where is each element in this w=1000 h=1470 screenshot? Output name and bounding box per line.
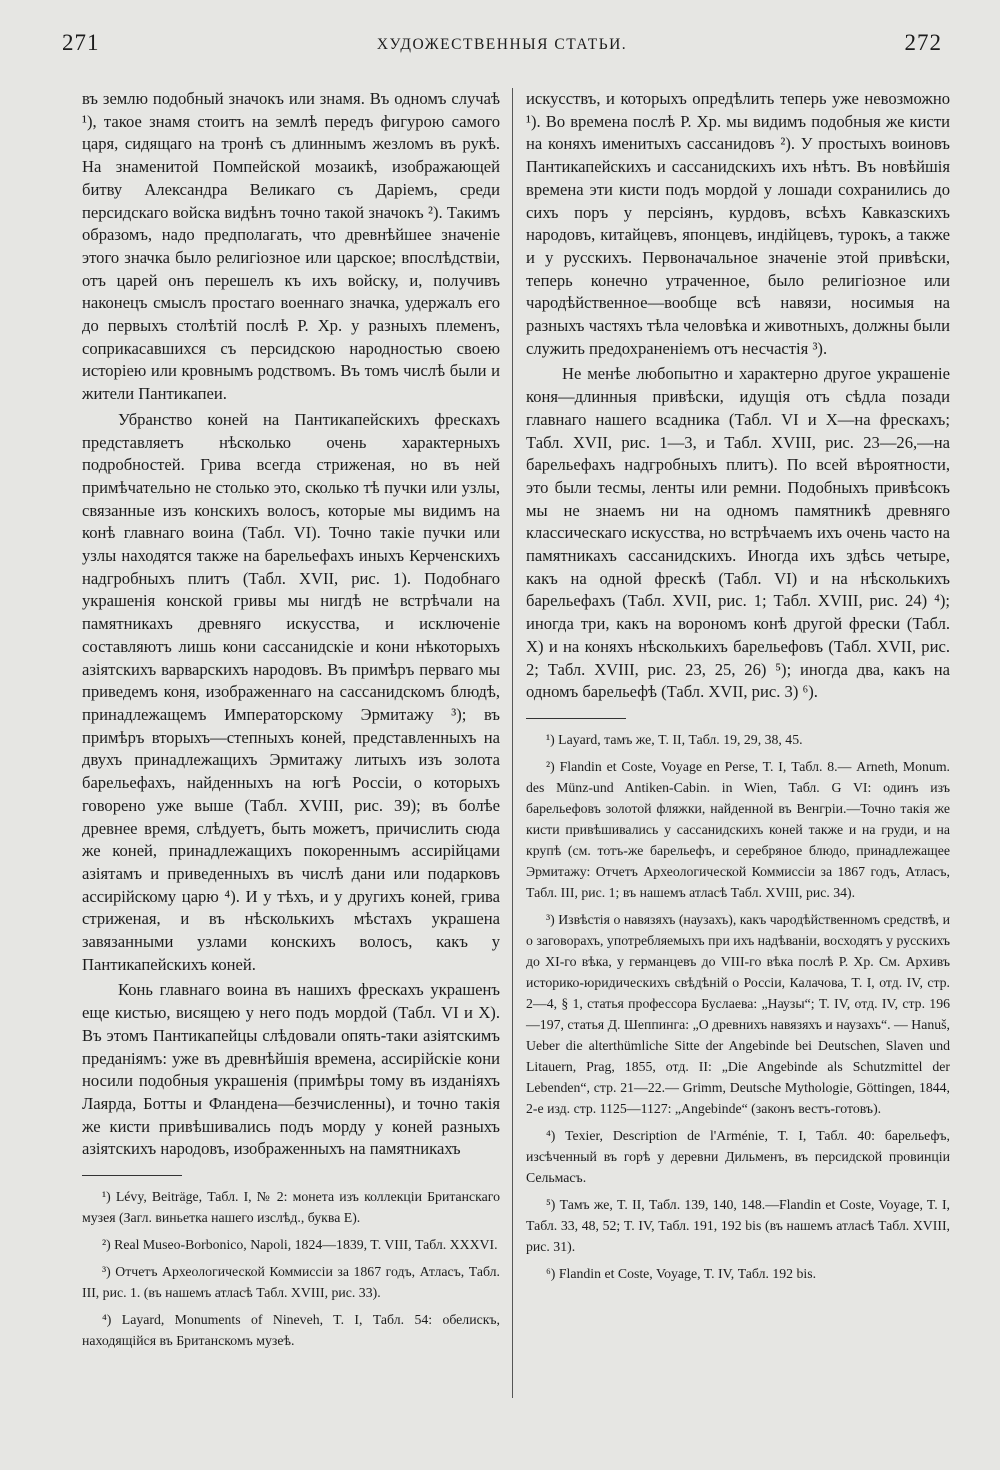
right-column	[526, 88, 950, 1290]
footnote: ¹) Layard, тамъ же, T. II, Табл. 19, 29, 38, 45.	[546, 731, 803, 747]
footnote: ²) Flandin et Coste, Voyage en Perse, T. I, Табл. 8.— Arneth, Monum. des Münz-und Antiken-Cabin. in Wien, Табл. G VI: одинъ изъ барельефовъ золотой фляжки, найденной въ Венгріи.—Точно такія же кисти привѣшивались у сассанидскихъ коней также и на груди, и на крупѣ (см. тотъ-же барельефъ, и серебряное блюдо, принадлежащее Эрмитажу: Отчетъ Археологической Коммиссіи за 1867 годъ, Атласъ, Табл. III, рис. 1; въ нашемъ атласѣ Табл. XVIII, рис. 34).	[526, 758, 950, 900]
body-paragraph: искусствъ, и которыхъ опредѣлить теперь уже невозможно ¹). Во времена послѣ Р. Хр. мы видимъ подобныя же кисти на коняхъ именитыхъ сассанидовъ ²). У простыхъ воиновъ Пантикапейскихъ и сассанидскихъ ихъ нѣтъ. Въ новѣйшія времена эти кисти подъ мордой у лошади сохранились до сихъ поръ у персіянъ, курдовъ, всѣхъ Кавказскихъ народовъ, китайцевъ, японцевъ, индійцевъ, турокъ, а также и у русскихъ. Первоначальное значеніе этой привѣски, теперь конечно утраченное, было религіозное или чародѣйственное—вообще всѣ навязи, носимыя на разныхъ частяхъ тѣла человѣка и животныхъ, должны были служить предохраненіемъ отъ несчастія ³).	[526, 89, 950, 358]
body-paragraph: въ землю подобный значокъ или знамя. Въ одномъ случаѣ ¹), такое знамя стоитъ на землѣ передъ фигурою самого царя, сидящаго на тронѣ съ длиннымъ жезломъ въ рукѣ. На знаменитой Помпейской мозаикѣ, изображающей битву Александра Великаго съ Даріемъ, среди персидскаго войска видѣнъ точно такой значокъ ²). Такимъ образомъ, надо предполагать, что древнѣйшее значеніе этого значка было религіозное или царское; впослѣдствіи, отъ царей онъ перешелъ къ ихъ войску, и, получивъ наконецъ смыслъ простаго военнаго значка, удержалъ его до первыхъ столѣтій послѣ Р. Хр. у разныхъ племенъ, соприкасавшихся съ персидскою народностью своею исторіею или кровнымъ родствомъ. Въ томъ числѣ были и жители Пантикапеи.	[82, 89, 500, 404]
body-paragraph: Убранство коней на Пантикапейскихъ фрескахъ представляетъ нѣсколько очень характерныхъ подробностей. Грива всегда стриженая, но въ ней примѣчательно не столько это, сколько тѣ пучки или узлы, связанные изъ конскихъ волосъ, которые мы видимъ на конѣ главнаго воина (Табл. VI). Точно такіе пучки или узлы находятся также на барельефахъ иныхъ Керченскихъ надгробныхъ плитъ (Табл. XVII, рис. 1). Подобнаго украшенія конской гривы мы нигдѣ не встрѣчали на памятникахъ древняго искусства, и исключеніе составляютъ лишь кони сассанидскіе и кони нѣкоторыхъ азіятскихъ варварскихъ народовъ. Въ примѣръ перваго мы приведемъ коня, изображеннаго на сассанидскомъ блюдѣ, принадлежащемъ Императорскому Эрмитажу ³); въ примѣръ вторыхъ—степныхъ коней, представленныхъ на двухъ принадлежащихъ Эрмитажу литыхъ изъ золота барельефахъ, найденныхъ на югѣ Россіи, о которыхъ говорено уже выше (Табл. XVIII, рис. 39); въ болѣе древнее время, слѣдуетъ, быть можетъ, причислить сюда же коней, принадлежащихъ покореннымъ ассирійцами азіятамъ и приведенныхъ въ числѣ дани или подарковъ ассирійскому царю ⁴). И у тѣхъ, и у другихъ коней, грива стриженая, и въ нѣсколькихъ мѣстахъ украшена завязанными узлами конскихъ волосъ, какъ у Пантикапейскихъ коней.	[82, 409, 500, 974]
footnote: ²) Real Museo-Borbonico, Napoli, 1824—1839, T. VIII, Табл. XXXVI.	[102, 1237, 498, 1253]
footnote-separator	[526, 718, 626, 719]
left-column	[82, 88, 500, 1357]
footnote-separator	[82, 1175, 182, 1176]
footnote: ³) Извѣстія о навязяхъ (наузахъ), какъ чародѣйственномъ средствѣ, и о заговорахъ, употребляемыхъ при ихъ надѣваніи, восходятъ у русскихъ до XI-го вѣка, у германцевъ до VIII-го вѣка послѣ Р. Хр. См. Архивъ историко-юридическихъ свѣдѣній о Россіи, Калачова, T. I, отд. IV, стр. 2—4, § 1, статья профессора Буслаева: „Наузы“; T. IV, отд. IV, стр. 196—197, статья Д. Шеппинга: „О древнихъ навязяхъ и наузахъ“. — Hanuš, Ueber die alterthümliche Sitte der Angebinde bei Deutschen, Slaven und Litauern, Prag, 1855, отд. II: „Die Angebinde als Schutzmittel der Lebenden“, стр. 21—22.— Grimm, Deutsche Mythologie, Göttingen, 1844, 2-е изд. стр. 1125—1127: „Angebinde“ (законъ вестъ-готовъ).	[526, 911, 950, 1116]
running-header	[62, 30, 942, 66]
column-divider	[512, 88, 513, 1398]
page-number-right: 272	[904, 30, 942, 55]
body-paragraph: Не менѣе любопытно и характерно другое украшеніе коня—длинныя привѣски, идущія отъ сѣдла позади главнаго нашего всадника (Табл. VI и X—на фрескахъ; Табл. XVII, рис. 1—3, и Табл. XVIII, рис. 23—26,—на барельефахъ надгробныхъ плитъ). По всей вѣроятности, это были тесмы, ленты или ремни. Подобныхъ привѣсокъ мы не знаемъ ни на одномъ памятникѣ древняго классическаго искусства, но встрѣчаемъ ихъ очень часто на памятникахъ сассанидскихъ. Иногда ихъ здѣсь четыре, какъ на одной фрескѣ (Табл. VI) и на нѣсколькихъ барельефахъ (Табл. XVII, рис. 1; Табл. XVIII, рис. 24) ⁴); иногда три, какъ на ворономъ конѣ другой фрески (Табл. X) и на коняхъ нѣсколькихъ барельефовъ (Табл. XVII, рис. 2; Табл. XVIII, рис. 23, 25, 26) ⁵); иногда два, какъ на одномъ барельефѣ (Табл. XVII, рис. 3) ⁶).	[526, 364, 950, 702]
footnote: ⁴) Layard, Monuments of Nineveh, T. I, Табл. 54: обелискъ, находящійся въ Британскомъ музеѣ.	[82, 1312, 500, 1349]
running-title: ХУДОЖЕСТВЕННЫЯ СТАТЬИ.	[376, 36, 628, 53]
footnote: ⁵) Тамъ же, T. II, Табл. 139, 140, 148.—Flandin et Coste, Voyage, T. I, Табл. 33, 48, 52; T. IV, Табл. 191, 192 bis (въ нашемъ атласѣ Табл. XVIII, рис. 31).	[526, 1196, 950, 1254]
body-paragraph: Конь главнаго воина въ нашихъ фрескахъ украшенъ еще кистью, висящею у него подъ мордой (Табл. VI и X). Въ этомъ Пантикапейцы слѣдовали опять-таки азіятскимъ преданіямъ: уже въ древнѣйшія времена, ассирійскіе кони носили подобныя украшенія (примѣры тому въ изданіяхъ Лаярда, Ботты и Фландена—безчисленны), и точно такія же кисти привѣшивались подъ морду у коней разныхъ азіятскихъ народовъ, изображенныхъ на памятникахъ	[82, 980, 500, 1159]
footnote: ³) Отчетъ Археологической Коммиссіи за 1867 годъ, Атласъ, Табл. III, рис. 1. (въ нашемъ атласѣ Табл. XVIII, рис. 33).	[82, 1264, 500, 1301]
page-number-left: 271	[62, 30, 100, 55]
footnote: ⁶) Flandin et Coste, Voyage, T. IV, Табл. 192 bis.	[546, 1265, 817, 1281]
footnote: ¹) Lévy, Beiträge, Табл. I, № 2: монета изъ коллекціи Британскаго музея (Загл. виньетка нашего изслѣд., буква E).	[82, 1189, 500, 1226]
footnote: ⁴) Texier, Description de l'Arménie, T. I, Табл. 40: барельефъ, изсѣченный въ горѣ у деревни Дильменъ, въ персидской провинціи Сельмасъ.	[526, 1127, 950, 1185]
